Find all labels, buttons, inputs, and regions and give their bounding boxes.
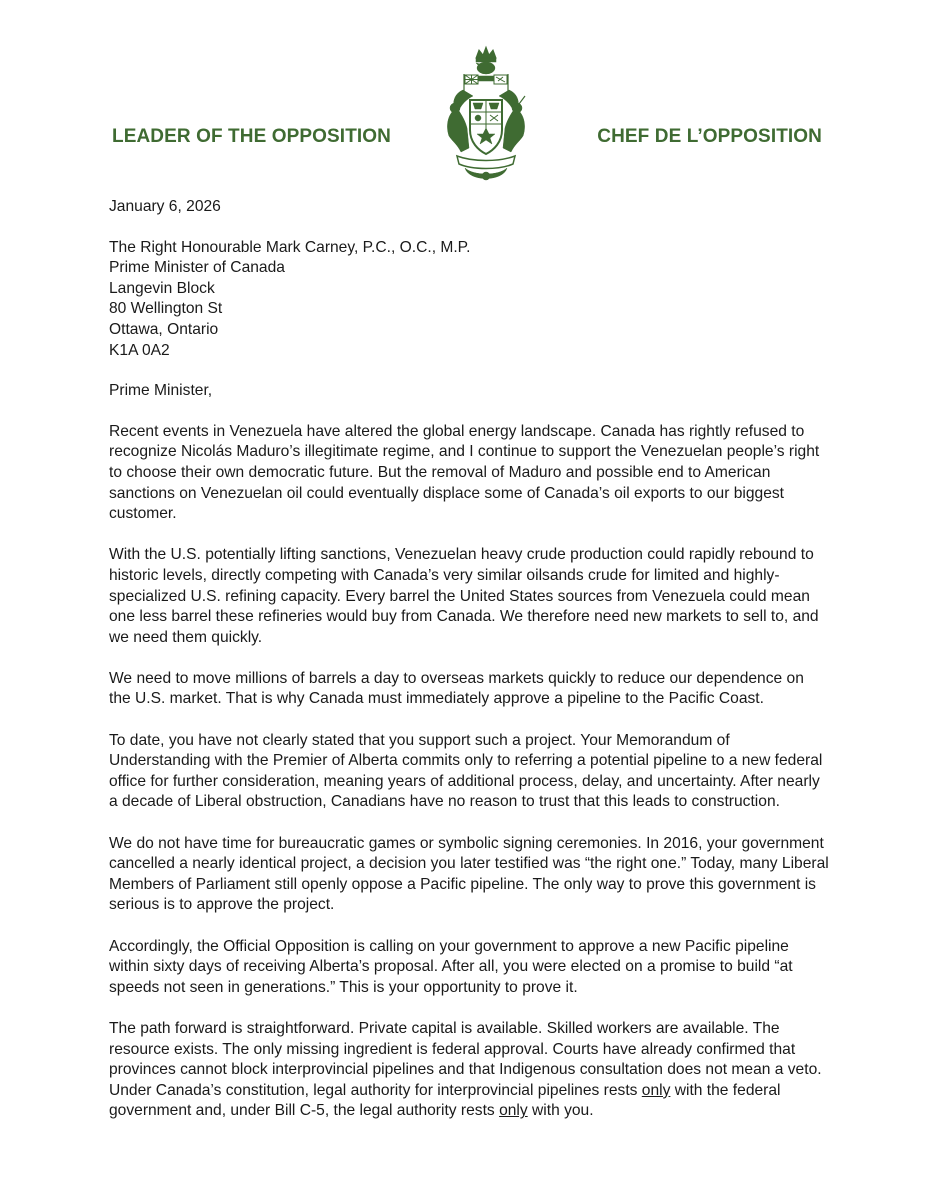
letterhead-title-french: CHEF DE L’OPPOSITION xyxy=(597,126,822,147)
paragraph-5: We do not have time for bureaucratic games or symbolic signing ceremonies. In 2016, your government cancelled a nearly identical project, a decision you later testified was “the right one.” Today, many Liberal Members of Parliament still openly oppose a Pacific pipeline. The only way to prove this government is serious is to approve the project. xyxy=(109,834,829,914)
recipient-city: Ottawa, Ontario xyxy=(109,320,219,338)
recipient-building: Langevin Block xyxy=(109,279,215,297)
recipient-name: The Right Honourable Mark Carney, P.C., O.C., M.P. xyxy=(109,238,471,256)
paragraph-7-part-1: The path forward is straightforward. Private capital is available. Skilled workers are available. The resource exists. The only missing ingredient is federal approval. Courts have already confirmed that provinces cannot block interprovincial pipelines and that Indigenous consultation does not mean a veto. Under Canada’s constitution, legal authority for interprovincial pipelines rests xyxy=(109,1019,822,1099)
letter-date: January 6, 2026 xyxy=(109,198,221,215)
paragraph-7-part-2: with the federal government and, under Bill C-5, the legal authority rests xyxy=(109,1081,781,1120)
coat-of-arms-icon xyxy=(443,44,529,186)
emphasis-only-1: only xyxy=(641,1081,671,1099)
emphasis-only-2: only xyxy=(499,1102,528,1120)
salutation: Prime Minister, xyxy=(109,382,213,400)
recipient-street: 80 Wellington St xyxy=(109,300,223,318)
recipient-title: Prime Minister of Canada xyxy=(109,259,285,277)
recipient-address xyxy=(109,238,829,362)
paragraph-7 xyxy=(109,1019,829,1122)
paragraph-6: Accordingly, the Official Opposition is calling on your government to approve a new Pacific pipeline within sixty days of receiving Alberta’s proposal. After all, you were elected on a promise to build “at speeds not seen in generations.” This is your opportunity to prove it. xyxy=(109,937,793,996)
paragraph-3: We need to move millions of barrels a day to overseas markets quickly to reduce our dependence on the U.S. market. That is why Canada must immediately approve a pipeline to the Pacific Coast. xyxy=(109,669,804,708)
recipient-postal-code: K1A 0A2 xyxy=(109,341,170,359)
paragraph-1: Recent events in Venezuela have altered the global energy landscape. Canada has rightly refused to recognize Nicolás Maduro’s illegitimate regime, and I continue to support the Venezuelan people’s right to choose their own democratic future. But the removal of Maduro and possible end to American sanctions on Venezuelan oil could eventually displace some of Canada’s oil exports to our biggest customer. xyxy=(109,422,820,523)
paragraph-7-part-3: with you. xyxy=(527,1102,594,1120)
letterhead-title-english: LEADER OF THE OPPOSITION xyxy=(112,126,391,147)
paragraph-4: To date, you have not clearly stated that you support such a project. Your Memorandum of Understanding with the Premier of Alberta commits only to referring a potential pipeline to a new federal office for further consideration, meaning years of additional process, delay, and uncertainty. After nearly a decade of Liberal obstruction, Canadians have no reason to trust that this leads to construction. xyxy=(109,731,823,811)
paragraph-2: With the U.S. potentially lifting sanctions, Venezuelan heavy crude production could rapidly rebound to historic levels, directly competing with Canada’s very similar oilsands crude for limited and highly-specialized U.S. refining capacity. Every barrel the United States sources from Venezuela could mean one less barrel these refineries would buy from Canada. We therefore need new markets to sell to, and we need them quickly. xyxy=(109,546,819,646)
letter-body xyxy=(109,197,829,1143)
